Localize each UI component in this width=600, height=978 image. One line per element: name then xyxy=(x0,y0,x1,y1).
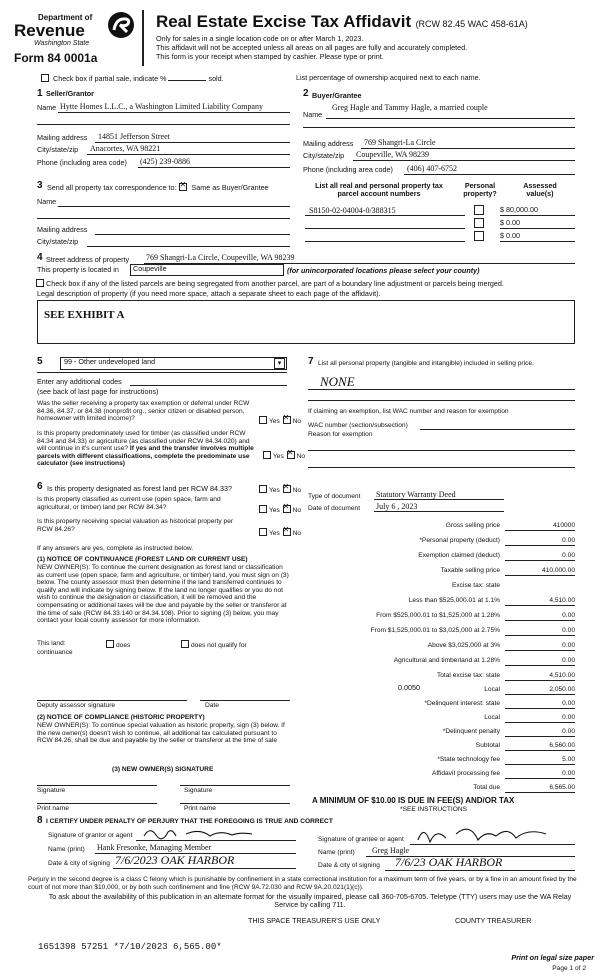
sig-label-2: Signature xyxy=(184,787,213,794)
tax-value[interactable]: 0.00 xyxy=(562,627,575,634)
q1-yes-label: Yes xyxy=(269,418,280,425)
s6-q2-no-label: No xyxy=(292,507,302,514)
exemption-question: Was the seller receiving a property tax exemption or deferral under RCW 84.36, 84.37, or 84.38 (nonprofit org., senior citizen or disabled person, homeowner with limited income)? xyxy=(37,400,250,423)
street-address[interactable]: 769 Shangri-La Circle, Coupeville, WA 98239 xyxy=(146,253,295,262)
tax-corr-name-label: Name xyxy=(37,197,57,206)
buyer-phone-label: Phone (including area code) xyxy=(303,165,393,174)
tax-value[interactable]: 0.00 xyxy=(562,770,575,777)
sig-label-1: Signature xyxy=(37,787,66,794)
grantor-signature[interactable] xyxy=(140,824,260,840)
dept-line1: Department of xyxy=(38,13,93,22)
print-name-2: Print name xyxy=(184,805,216,812)
seller-mailing-label: Mailing address xyxy=(37,133,88,142)
ownership-note: List percentage of ownership acquired next to each name. xyxy=(296,73,481,82)
tax-value[interactable]: 0.00 xyxy=(562,537,575,544)
grantee-sig-label: Signature of grantee or agent xyxy=(318,836,404,843)
title-text: Real Estate Excise Tax Affidavit xyxy=(156,12,412,31)
historical-question: Is this property receiving special valuation as historical property per RCW 84.26? xyxy=(37,518,234,533)
seller-phone-label: Phone (including area code) xyxy=(37,158,127,167)
partial-sale-label: Check box if partial sale, indicate % xyxy=(53,74,167,83)
section-8-number: 8 xyxy=(37,815,43,826)
grantee-date[interactable]: 7/6/23 OAK HARBOR xyxy=(395,855,503,869)
tax-value[interactable]: 4,510.00 xyxy=(549,672,575,679)
tax-label: Total excise tax: state xyxy=(436,672,500,679)
q2-yes-checkbox[interactable] xyxy=(263,451,271,459)
header-note1: Only for sales in a single location code on or after March 1, 2023. xyxy=(156,34,364,43)
s6-q1-no[interactable] xyxy=(283,485,291,493)
reason-label: Reason for exemption xyxy=(308,431,373,438)
tax-value[interactable]: 410,000.00 xyxy=(541,567,575,574)
tax-label: Gross selling price xyxy=(445,522,500,529)
seller-name[interactable]: Hytte Homes L.L.C., a Washington Limited Liability Company xyxy=(60,102,263,111)
s6-q2-answers xyxy=(258,505,301,515)
county-treasurer: COUNTY TREASURER xyxy=(455,916,532,925)
partial-sale-checkbox[interactable] xyxy=(41,74,49,82)
tax-value[interactable]: 2,050.00 xyxy=(549,686,575,693)
tax-value[interactable]: 410000 xyxy=(552,522,575,529)
parcel-col1: List all real and personal property tax parcel account numbers xyxy=(315,181,443,199)
tax-corr-row xyxy=(47,183,269,192)
s6-q3-yes[interactable] xyxy=(259,528,267,536)
tax-label: *State technology fee xyxy=(437,756,500,763)
tax-value[interactable]: 5.00 xyxy=(562,756,575,763)
legal-description-box[interactable] xyxy=(37,300,575,344)
s6-q1-yes-label: Yes xyxy=(269,487,280,494)
buyer-mailing[interactable]: 769 Shangri-La Circle xyxy=(364,138,436,147)
treasurer-use: THIS SPACE TREASURER'S USE ONLY xyxy=(248,916,381,925)
seller-mailing[interactable]: 14851 Jefferson Street xyxy=(98,132,170,141)
section-1-number: 1 xyxy=(37,88,43,99)
does-row xyxy=(105,640,130,650)
located-select[interactable] xyxy=(130,264,284,276)
codes-label: Enter any additional codes xyxy=(37,377,122,386)
section-2-number: 2 xyxy=(303,88,309,99)
notice1-body: NEW OWNER(S): To continue the current designation as forest land or classification as current use (open space, farm and agriculture, or timber) land, you must sign on (3) below. The county assessor must then determine if the land transferred continues to qualify and will indicate by signing below. If the land no longer qualifies or you do not wish to continue the designation or classification, it will be removed and the compensating or additional taxes will be due and payable by the seller or transferor at the time of sale (RCW 84.33.140 or 84.34.108). Prior to signing (3) below, you may contact your local county assessor for more information. xyxy=(37,564,289,625)
q1-no-label: No xyxy=(292,418,302,425)
doc-type-label: Type of document xyxy=(308,493,361,500)
does-not-label: does not qualify for xyxy=(191,642,247,649)
tax-value[interactable]: 0.00 xyxy=(562,642,575,649)
tax-label: From $525,000.01 to $1,525,000 at 1.28% xyxy=(376,612,500,619)
grantor-sig-label: Signature of grantor or agent xyxy=(48,832,133,839)
parcel-number[interactable]: S8150-02-04004-0/388315 xyxy=(309,206,396,215)
tax-corr-city-label: City/state/zip xyxy=(37,237,79,246)
grantee-date-label: Date & city of signing xyxy=(318,862,380,869)
segregated-label: Check box if any of the listed parcels are being segregated from another parcel, are part of a boundary line adjustment or parcels being merged. xyxy=(46,279,504,288)
located-note: (for unincorporated locations please select your county) xyxy=(287,266,480,275)
tax-label: Exemption claimed (deduct) xyxy=(418,552,500,559)
segregated-checkbox[interactable] xyxy=(36,279,44,287)
deputy-label: Deputy assessor signature xyxy=(37,702,116,709)
legal-description: SEE EXHIBIT A xyxy=(44,309,125,321)
section-3-number: 3 xyxy=(37,180,43,191)
seller-city[interactable]: Anacortes, WA 98221 xyxy=(90,144,161,153)
deputy-date-label: Date xyxy=(205,702,219,709)
s6-q2-yes-label: Yes xyxy=(269,507,280,514)
buyer-phone[interactable]: (406) 407-6752 xyxy=(407,164,457,173)
does-label: does xyxy=(116,642,131,649)
tax-value[interactable]: 6,560.00 xyxy=(549,742,575,749)
assessed-value[interactable]: $ 80,000.00 xyxy=(500,205,538,214)
continuance-label: continuance xyxy=(37,649,73,656)
exemption-label: If claiming an exemption, list WAC number and reason for exemption xyxy=(308,408,509,415)
doc-date[interactable]: July 6 , 2023 xyxy=(376,502,418,511)
tax-value[interactable]: 0.00 xyxy=(562,552,575,559)
codes-note: (see back of last page for instructions) xyxy=(37,387,159,396)
personal-property-checkbox[interactable] xyxy=(474,231,484,241)
does-checkbox[interactable] xyxy=(106,640,114,648)
s6-q1-answers xyxy=(258,485,301,495)
s6-q3-yes-label: Yes xyxy=(269,530,280,537)
header-note2: This affidavit will not be accepted unless all areas on all pages are fully and accurately completed. xyxy=(156,43,468,52)
certify-statement: I CERTIFY UNDER PENALTY OF PERJURY THAT THE FOREGOING IS TRUE AND CORRECT xyxy=(46,818,333,825)
seller-city-label: City/state/zip xyxy=(37,145,79,154)
tax-label: Less than $525,000.01 at 1.1% xyxy=(408,597,500,604)
grantor-name-label: Name (print) xyxy=(48,846,85,853)
legal-size-note: Print on legal size paper xyxy=(511,953,594,962)
tax-value[interactable]: 4,510.00 xyxy=(549,597,575,604)
grantor-name[interactable]: Hank Fresonke, Managing Member xyxy=(97,843,212,852)
grantee-name-label: Name (print) xyxy=(318,849,355,856)
buyer-name[interactable]: Greg Hagle and Tammy Hagle, a married couple xyxy=(332,103,488,112)
see-instructions: *SEE INSTRUCTIONS xyxy=(400,806,468,813)
title-statute: (RCW 82.45 WAC 458-61A) xyxy=(415,19,528,29)
tax-label: Above $3,025,000 at 3% xyxy=(427,642,500,649)
cashier-stamp: 1651398 57251 *7/10/2023 6,565.00* xyxy=(38,942,222,952)
tax-label: Subtotal xyxy=(475,742,500,749)
local-rate[interactable]: 0.0050 xyxy=(398,683,420,692)
personal-property-value[interactable]: NONE xyxy=(320,374,355,389)
tax-value[interactable]: 0.00 xyxy=(562,657,575,664)
header-note3: This form is your receipt when stamped by cashier. Please type or print. xyxy=(156,52,384,61)
new-owner-sig-title: (3) NEW OWNER(S) SIGNATURE xyxy=(112,766,214,773)
tax-label: Excise tax: state xyxy=(451,582,500,589)
timber-question xyxy=(37,430,259,468)
notice1-title: (1) NOTICE OF CONTINUANCE (FOREST LAND OR CURRENT USE) xyxy=(37,556,248,563)
tax-label: *Delinquent penalty xyxy=(442,728,500,735)
land-use-select[interactable] xyxy=(60,357,287,370)
grantor-date-label: Date & city of signing xyxy=(48,860,110,867)
tax-value[interactable]: 0.00 xyxy=(562,700,575,707)
q2-no-label: No xyxy=(296,453,306,460)
tax-value[interactable]: 0.00 xyxy=(562,728,575,735)
same-as-buyer-label: Same as Buyer/Grantee xyxy=(191,183,269,192)
if-yes-note: If any answers are yes, complete as instructed below. xyxy=(37,545,194,552)
parcel-col2: Personal property? xyxy=(463,181,497,199)
q2-answers xyxy=(262,451,305,461)
does-not-row xyxy=(180,640,247,650)
grantee-name[interactable]: Greg Hagle xyxy=(372,846,410,855)
form-number: Form 84 0001a xyxy=(14,51,98,65)
alt-format-notice: To ask about the availability of this publication in an alternate format for the visually impaired, please call 360-705-6705. Teletype (TTY) users may use the WA Relay Service by calling 711. xyxy=(48,892,572,910)
land-use-value: 99 - Other undeveloped land xyxy=(64,357,156,366)
tax-label: Agricultural and timberland at 1.28% xyxy=(393,657,500,664)
notice2-title: (2) NOTICE OF COMPLIANCE (HISTORIC PROPERTY) xyxy=(37,714,205,721)
revenue-logo-icon xyxy=(108,12,134,38)
timber-q-bold: If yes and the transfer involves multiple parcels with different classifications, complete the predominate use calculator (see instructions) xyxy=(37,445,254,468)
section-7-number: 7 xyxy=(308,356,314,367)
legal-label: Legal description of property (if you need more space, attach a separate sheet to each page of the affidavit). xyxy=(37,289,381,298)
tax-value[interactable]: 0.00 xyxy=(562,612,575,619)
dept-line2: Revenue xyxy=(14,21,85,40)
seller-name-label: Name xyxy=(37,103,57,112)
tax-label: Total due xyxy=(473,784,500,791)
buyer-heading: Buyer/Grantee xyxy=(312,91,362,100)
buyer-city-label: City/state/zip xyxy=(303,151,345,160)
parcel-col3: Assessed value(s) xyxy=(523,181,557,199)
buyer-name-label: Name xyxy=(303,110,323,119)
seller-phone[interactable]: (425) 239-0886 xyxy=(140,157,190,166)
q1-no-checkbox[interactable] xyxy=(283,416,291,424)
chevron-down-icon[interactable]: ▾ xyxy=(274,358,285,369)
forest-question: Is this property designated as forest land per RCW 84.33? xyxy=(47,484,232,493)
dept-line3: Washington State xyxy=(34,40,90,47)
s6-q2-yes[interactable] xyxy=(259,505,267,513)
s6-q3-answers xyxy=(258,528,301,538)
current-use-question: Is this property classified as current use (open space, farm and agricultural, or timber) land per RCW 84.34? xyxy=(37,496,221,511)
located-label: This property is located in xyxy=(37,265,119,274)
tax-corr-label: Send all property tax correspondence to: xyxy=(47,183,177,192)
q1-answers xyxy=(258,416,301,426)
section-4-number: 4 xyxy=(37,252,43,263)
tax-corr-mailing-label: Mailing address xyxy=(37,225,88,234)
tax-value[interactable]: 0.00 xyxy=(562,714,575,721)
s6-q3-no-label: No xyxy=(292,530,302,537)
wac-label: WAC number (section/subsection) xyxy=(308,422,408,429)
form-title xyxy=(156,12,528,32)
does-not-checkbox[interactable] xyxy=(181,640,189,648)
q2-no-checkbox[interactable] xyxy=(287,451,295,459)
section-5-number: 5 xyxy=(37,356,43,367)
doc-date-label: Date of document xyxy=(308,505,361,512)
tax-label: *Delinquent interest: state xyxy=(424,700,500,707)
assessed-value[interactable]: $ 0.00 xyxy=(500,218,520,227)
minimum-note: A MINIMUM OF $10.00 IS DUE IN FEE(S) AND/OR TAX xyxy=(312,796,515,805)
partial-sale-row xyxy=(40,74,224,83)
assessed-value[interactable]: $ 0.00 xyxy=(500,231,520,240)
s6-q2-no[interactable] xyxy=(283,505,291,513)
grantor-date[interactable]: 7/6/2023 OAK HARBOR xyxy=(115,853,235,867)
personal-property-label: List all personal property (tangible and intangible) included in selling price. xyxy=(318,360,534,367)
tax-label: From $1,525,000.01 to $3,025,000 at 2.75% xyxy=(370,627,500,634)
timber-q-text: Is this property predominately used for timber (as classified under RCW 84.34 and 84.33) or agriculture (as classified under RCW 84.34.020) and will continue in it's current use? xyxy=(37,430,250,453)
personal-property-checkbox[interactable] xyxy=(474,205,484,215)
street-label: Street address of property xyxy=(46,255,130,264)
partial-sale-sold: sold. xyxy=(208,74,224,83)
q2-yes-label: Yes xyxy=(273,453,284,460)
personal-property-checkbox[interactable] xyxy=(474,218,484,228)
perjury-notice: Perjury in the second degree is a class C felony which is punishable by confinement in a state correctional institution for a maximum term of five years, or by a fine in an amount fixed by the court of not more than $10,000, or by both such confinement and fine (RCW 9A.72.030 and RCW 9A.20.021(1)(c)). xyxy=(28,876,577,891)
notice2-body: NEW OWNER(S): To continue special valuation as historic property, sign (3) below. If the new owner(s) doesn't wish to continue, all additional tax calculated pursuant to RCW 84.26, shall be due and payable by the seller or transferor at the time of sale xyxy=(37,722,285,745)
print-name-1: Print name xyxy=(37,805,69,812)
tax-value[interactable]: 6,565.00 xyxy=(549,784,575,791)
q1-yes-checkbox[interactable] xyxy=(259,416,267,424)
tax-label: Local xyxy=(484,686,500,693)
buyer-mailing-label: Mailing address xyxy=(303,139,354,148)
tax-label: Local xyxy=(484,714,500,721)
this-land-label: This land: xyxy=(37,640,66,647)
tax-label: *Personal property (deduct) xyxy=(419,537,500,544)
s6-q1-no-label: No xyxy=(292,487,302,494)
same-as-buyer-checkbox[interactable] xyxy=(179,183,187,191)
s6-q3-no[interactable] xyxy=(283,528,291,536)
tax-label: Taxable selling price xyxy=(440,567,500,574)
tax-label: Affidavit processing fee xyxy=(431,770,500,777)
doc-type[interactable]: Statutory Warranty Deed xyxy=(376,490,456,499)
section-6-number: 6 xyxy=(37,481,43,492)
seller-heading: Seller/Grantor xyxy=(46,89,94,98)
segregated-row xyxy=(35,279,504,288)
page-number: Page 1 of 2 xyxy=(552,965,586,972)
s6-q1-yes[interactable] xyxy=(259,485,267,493)
located-value: Coupeville xyxy=(133,264,167,273)
buyer-city[interactable]: Coupeville, WA 98239 xyxy=(356,150,429,159)
